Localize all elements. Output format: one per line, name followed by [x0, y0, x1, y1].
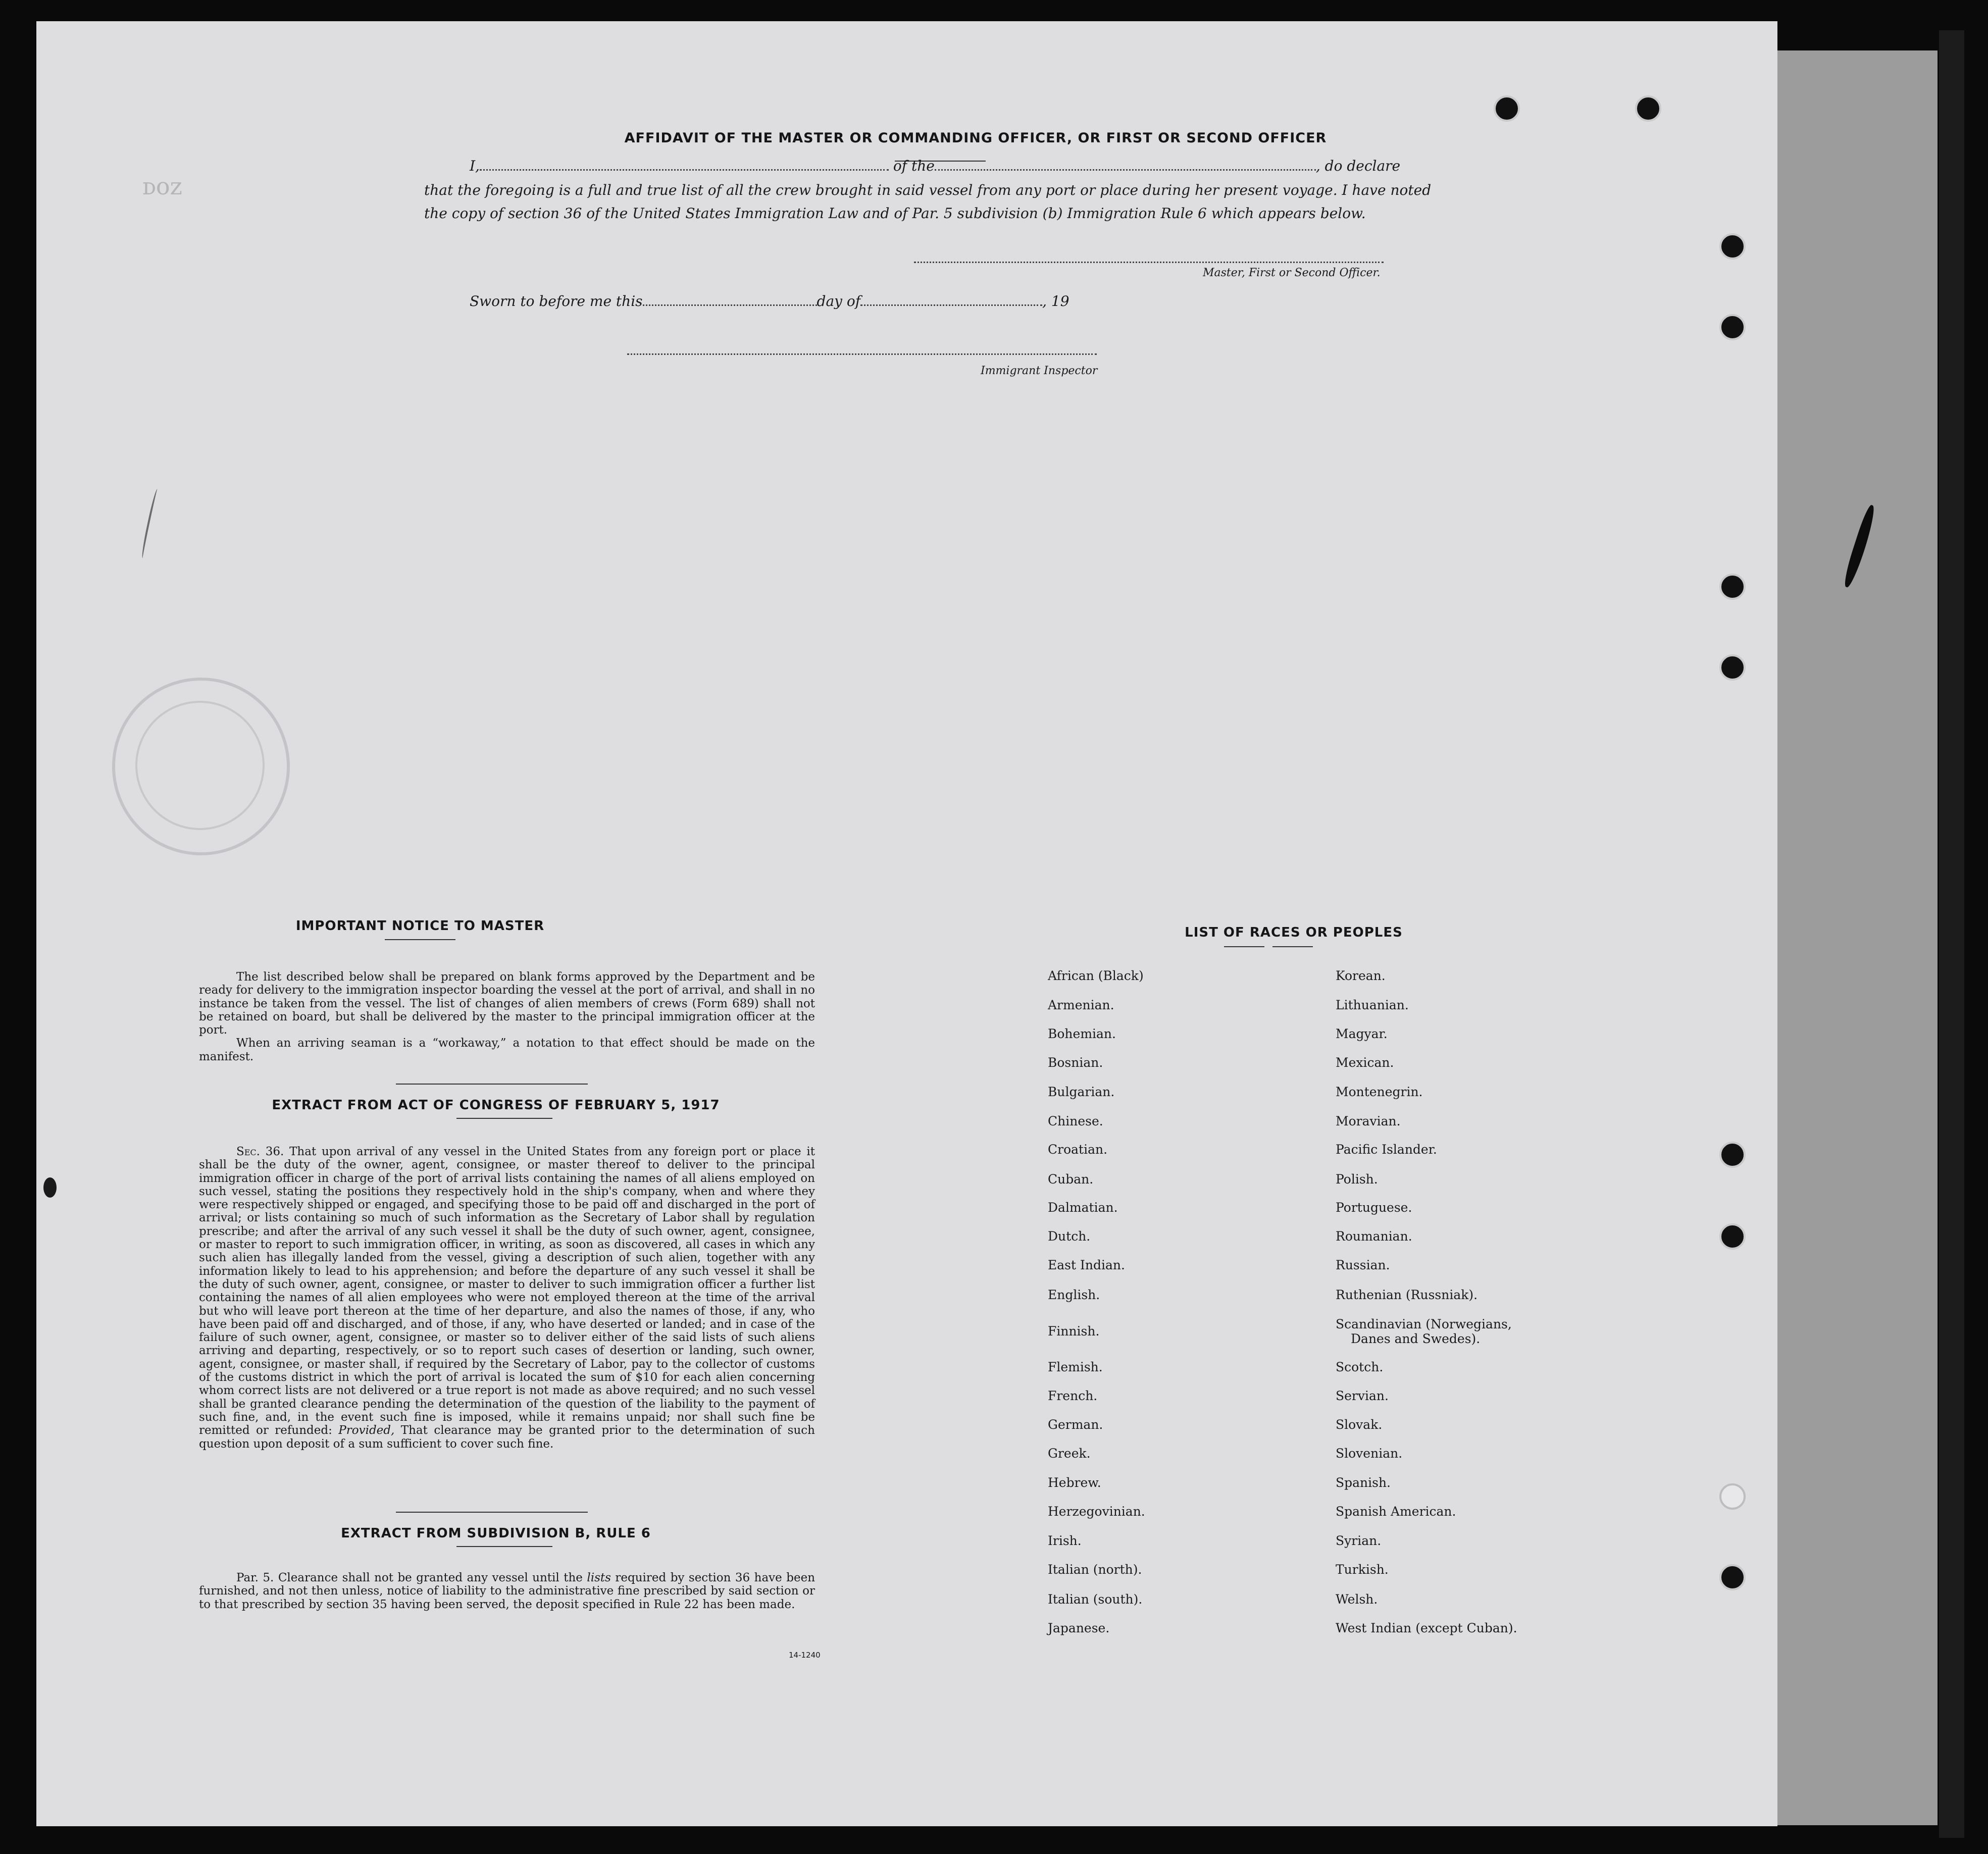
- punch-hole: [1719, 574, 1746, 600]
- officer-label: Master, First or Second Officer.: [1203, 267, 1381, 279]
- race-item: Croatian.: [1048, 1142, 1108, 1157]
- document-page: [36, 21, 1777, 1826]
- race-item: Irish.: [1048, 1533, 1082, 1548]
- race-item: Portuguese.: [1336, 1200, 1412, 1215]
- race-item: West Indian (except Cuban).: [1336, 1621, 1517, 1635]
- race-item: Bulgarian.: [1048, 1085, 1115, 1099]
- race-item: Syrian.: [1336, 1533, 1382, 1548]
- race-item: Roumanian.: [1336, 1229, 1412, 1244]
- race-item: African (Black): [1048, 968, 1144, 983]
- race-item: Flemish.: [1048, 1360, 1103, 1374]
- race-item: German.: [1048, 1417, 1103, 1432]
- pencil-mark: [140, 488, 160, 558]
- section-label: Sec. 36.: [236, 1145, 284, 1158]
- rule-text: [199, 1571, 815, 1611]
- races-rule-right: [1272, 946, 1313, 947]
- embossed-seal: [112, 678, 290, 855]
- race-item: Chinese.: [1048, 1114, 1103, 1128]
- race-item: Spanish American.: [1336, 1504, 1456, 1519]
- race-item: Bohemian.: [1048, 1026, 1116, 1041]
- inspector-signature-line: [627, 353, 1097, 355]
- section-36-body: That upon arrival of any vessel in the United States from any foreign port or place it shall be the duty of the owner, agent, consignee, or master thereof to deliver to the principal immigration officer in charge of the port of arrival lists containing the names of all aliens employed on such vessel, stating the positions they respectively hold in the ship's company, when and where they were respectively shipped or engaged, and specifying those to be paid off and discharged in the port of arrival; or lists containing so much of such information as the Secretary of Labor shall by regulation prescribe; and after the arrival of any such vessel it shall be the duty of such owner, agent, consignee, or master to report to such immigration officer, in writing, as soon as discovered, all cases in which any such alien has illegally landed from the vessel, giving a description of such alien, together with any information likely to lead to his apprehension; and before the departure of any such vessel it shall be the duty of such owner, agent, consignee, or master to deliver to such immigration officer a further list containing the names of all alien employees who were not employed thereon at the time of the arrival but who will leave port thereon at the time of her departure, and also the names of those, if any, who have been paid off and discharged, and of those, if any, who have deserted or landed; and in case of the failure of such owner, agent, consignee, or master so to deliver either of the said lists of such aliens arriving and departing, respectively, or so to report such cases of desertion or landing, such owner, agent, consignee, or master shall, if required by the Secretary of Labor, pay to the collector of customs of the customs district in which the port of arrival is located the sum of $10 for each alien concerning whom correct lists are not delivered or a true report is not made as above required; and no such vessel shall be granted clearance pending the determination of the question of the liability to the payment of such fine, and, in the event such fine is imposed, while it remains unpaid; nor shall such fine be remitted or refunded:: [199, 1145, 815, 1437]
- notice-title: IMPORTANT NOTICE TO MASTER: [295, 918, 545, 934]
- rule-rule: [456, 1546, 552, 1547]
- affidavit-line-3: the copy of section 36 of the United States Immigration Law and of Par. 5 subdivision (b) Immigration Rule 6 which appears below.: [424, 205, 1366, 222]
- race-item: Polish.: [1336, 1172, 1378, 1187]
- race-item: Slovak.: [1336, 1417, 1383, 1432]
- act-text: [199, 1145, 815, 1451]
- punch-hole: [1719, 1142, 1746, 1168]
- inspector-label: Immigrant Inspector: [981, 365, 1098, 377]
- section-36-end: That clearance may be granted prior to the determination of such question upon deposit of a sum sufficient to cover such fine.: [199, 1424, 815, 1451]
- faint-stamp-mark: ᴅoᴢ: [142, 173, 182, 200]
- punch-hole: [1719, 1483, 1746, 1510]
- act-extract-title: EXTRACT FROM ACT OF CONGRESS OF FEBRUARY 5, 1917: [272, 1098, 720, 1113]
- race-item: Italian (south).: [1048, 1592, 1143, 1607]
- race-item: East Indian.: [1048, 1258, 1125, 1272]
- race-item: Russian.: [1336, 1258, 1390, 1272]
- punch-hole: [1494, 95, 1520, 122]
- par-5-start: Par. 5. Clearance shall not be granted any vessel until the: [236, 1571, 583, 1584]
- notice-paragraph-2: When an arriving seaman is a “workaway,” a notation to that effect should be made on the manifest.: [199, 1037, 815, 1063]
- race-item: Japanese.: [1048, 1621, 1110, 1635]
- affidavit-line-1-start: I,: [470, 158, 480, 174]
- form-number: 14-1240: [789, 1651, 821, 1660]
- race-item: Scandinavian (Norwegians, Danes and Swedes).: [1336, 1317, 1512, 1346]
- notice-rule: [385, 939, 455, 940]
- affidavit-line-1-mid: of the: [893, 158, 935, 174]
- race-item: Moravian.: [1336, 1114, 1401, 1128]
- rule-extract-title: EXTRACT FROM SUBDIVISION B, RULE 6: [341, 1526, 651, 1541]
- punch-hole: [1719, 654, 1746, 681]
- race-item: Finnish.: [1048, 1324, 1100, 1338]
- race-item: Welsh.: [1336, 1592, 1378, 1607]
- name-blank: [480, 158, 889, 171]
- sworn-line: [470, 293, 1069, 310]
- punch-hole: [1719, 1564, 1746, 1590]
- punch-hole: [1719, 233, 1746, 260]
- edge-punch-hole: [43, 1177, 57, 1198]
- race-item: Mexican.: [1336, 1055, 1394, 1070]
- vessel-blank: [935, 158, 1316, 171]
- races-title: LIST OF RACES OR PEOPLES: [1185, 925, 1403, 940]
- act-rule: [456, 1118, 552, 1119]
- punch-hole: [1719, 314, 1746, 340]
- proviso-word: Provided,: [338, 1424, 395, 1437]
- sworn-mid: day of: [817, 293, 861, 310]
- sworn-year: , 19: [1042, 293, 1069, 310]
- par-5-end: required by section 36 have been furnished, and not then unless, notice of liability to the administrative fine prescribed by said section or to that prescribed by section 35 having been served, the deposit specified in Rule 22 has been made.: [199, 1571, 815, 1611]
- sworn-day-blank: [643, 293, 817, 306]
- race-item: Pacific Islander.: [1336, 1142, 1437, 1157]
- back-sheet: [1772, 50, 1938, 1825]
- back-sheet-edge: [1939, 30, 1964, 1838]
- race-item: Italian (north).: [1048, 1562, 1142, 1577]
- races-rule-left: [1224, 946, 1264, 947]
- affidavit-line-1: [470, 158, 1400, 174]
- race-item: Korean.: [1336, 968, 1386, 983]
- race-item: Scotch.: [1336, 1360, 1384, 1374]
- race-item: Bosnian.: [1048, 1055, 1103, 1070]
- lists-word: lists: [587, 1571, 611, 1584]
- race-item: Dutch.: [1048, 1229, 1091, 1244]
- race-item: Armenian.: [1048, 998, 1114, 1012]
- affidavit-line-2: that the foregoing is a full and true list of all the crew brought in said vessel from any port or place during her present voyage. I have noted: [424, 182, 1432, 198]
- race-item: Cuban.: [1048, 1172, 1094, 1187]
- race-item: Lithuanian.: [1336, 998, 1409, 1012]
- race-item: Ruthenian (Russniak).: [1336, 1288, 1478, 1302]
- race-item: Magyar.: [1336, 1026, 1388, 1041]
- race-item: French.: [1048, 1388, 1098, 1403]
- affidavit-title: AFFIDAVIT OF THE MASTER OR COMMANDING OFFICER, OR FIRST OR SECOND OFFICER: [624, 130, 1327, 146]
- sworn-month-blank: [860, 293, 1042, 306]
- punch-hole: [1635, 95, 1661, 122]
- act-top-rule: [396, 1084, 588, 1085]
- race-item: Dalmatian.: [1048, 1200, 1118, 1215]
- section-36-paragraph: [199, 1145, 815, 1451]
- punch-hole: [1719, 1223, 1746, 1250]
- race-item: Slovenian.: [1336, 1446, 1403, 1461]
- notice-paragraph-1: The list described below shall be prepared on blank forms approved by the Department and be ready for delivery to the immigration inspector boarding the vessel at the port of arrival, and shall in no instance be taken from the vessel. The list of changes of alien members of crews (Form 689) shall not be retained on board, but shall be delivered by the master to the principal immigration officer at the port.: [199, 970, 815, 1037]
- officer-signature-line: [914, 262, 1384, 263]
- race-item: Montenegrin.: [1336, 1085, 1423, 1099]
- race-item: Greek.: [1048, 1446, 1091, 1461]
- notice-text: [199, 970, 815, 1063]
- sworn-start: Sworn to before me this: [470, 293, 643, 310]
- par-5-paragraph: [199, 1571, 815, 1611]
- race-item: Hebrew.: [1048, 1475, 1101, 1490]
- race-item: Turkish.: [1336, 1562, 1389, 1577]
- race-item: Herzegovinian.: [1048, 1504, 1145, 1519]
- race-item: Spanish.: [1336, 1475, 1391, 1490]
- rule-top-rule: [396, 1512, 588, 1513]
- affidavit-line-1-end: , do declare: [1315, 158, 1401, 174]
- race-item: English.: [1048, 1288, 1100, 1302]
- race-item: Servian.: [1336, 1388, 1389, 1403]
